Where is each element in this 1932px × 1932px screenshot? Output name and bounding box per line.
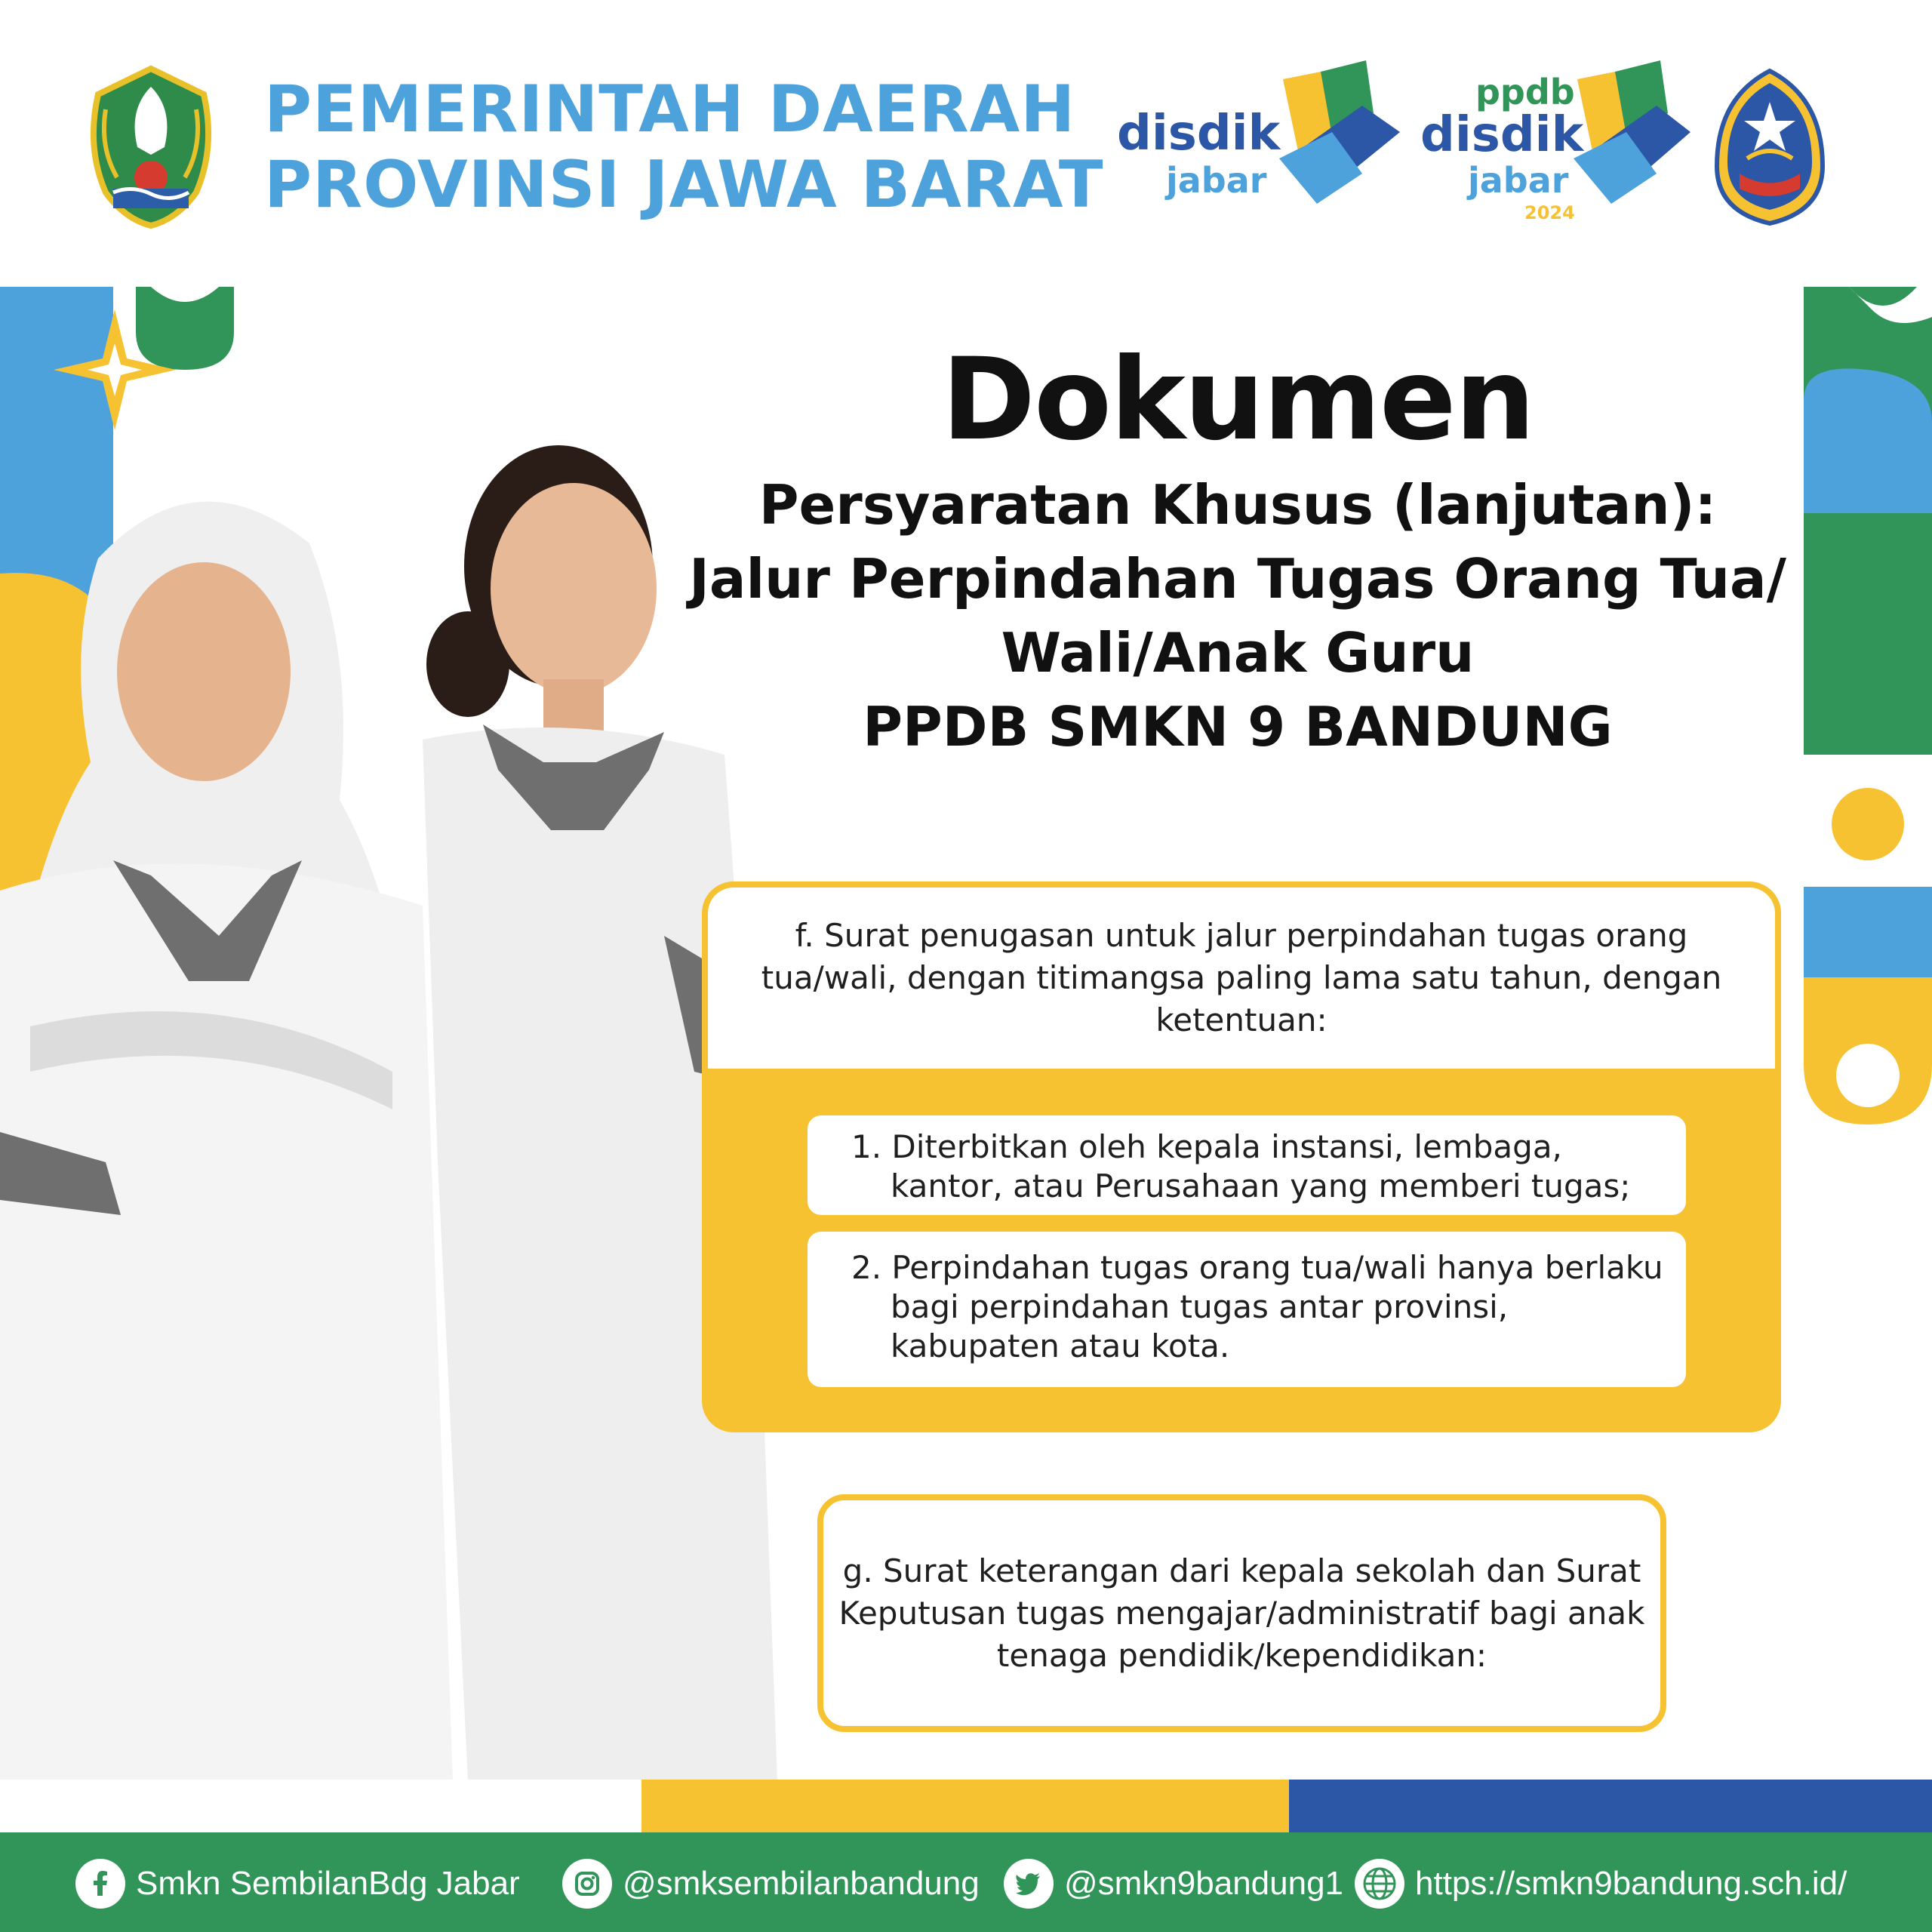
color-bar-white <box>0 1780 641 1832</box>
ppdb-disdik-jabar-logo <box>1419 60 1690 226</box>
requirement-f-header <box>708 888 1775 1069</box>
requirement-f-item-1-text: 1. Diterbitkan oleh kepala instansi, lembaga, kantor, atau Perusahaan yang memberi tugas; <box>851 1128 1631 1204</box>
requirement-f-card <box>702 881 1781 1432</box>
requirement-f-item-2-text: 2. Perpindahan tugas orang tua/wali hanya berlaku bagi perpindahan tugas antar provinsi, kabupaten atau kota. <box>851 1249 1663 1364</box>
color-bar-yellow <box>641 1780 1289 1832</box>
headline-line4: PPDB SMKN 9 BANDUNG <box>863 695 1613 758</box>
government-title <box>264 72 1104 223</box>
school-emblem-icon <box>1709 68 1830 226</box>
globe-icon <box>1355 1859 1404 1909</box>
ppdb-year: 2024 <box>1524 202 1575 223</box>
government-title-line2: PROVINSI JAWA BARAT <box>264 147 1104 223</box>
ppdb-sub: jabar <box>1468 160 1569 201</box>
west-java-emblem-icon <box>83 64 219 230</box>
instagram-link[interactable] <box>562 1859 980 1909</box>
requirement-f-text: f. Surat penugasan untuk jalur perpindahan tugas orang tua/wali, dengan titimangsa paling lama satu tahun, dengan ketentuan: <box>761 917 1722 1038</box>
headline-line1: Persyaratan Khusus (lanjutan): <box>758 473 1717 537</box>
headline-line2: Jalur Perpindahan Tugas Orang Tua/ <box>689 547 1786 611</box>
government-title-line1: PEMERINTAH DAERAH <box>264 72 1076 147</box>
requirement-g-text: g. Surat keterangan dari kepala sekolah dan Surat Keputusan tugas mengajar/administratif bagi anak tenaga pendidik/kependidikan: <box>838 1552 1645 1674</box>
disdik-jabar-logo <box>1113 60 1400 211</box>
requirement-g-card <box>817 1494 1666 1732</box>
requirement-f-item-1 <box>808 1115 1686 1215</box>
requirement-f-item-2 <box>808 1232 1686 1387</box>
header <box>0 0 1932 287</box>
disdik-sub: jabar <box>1166 160 1267 201</box>
facebook-icon <box>75 1859 125 1909</box>
footer-social <box>0 1832 1932 1932</box>
right-decorative-shapes <box>1804 287 1932 1124</box>
headline <box>664 332 1811 764</box>
website-label: https://smkn9bandung.sch.id/ <box>1415 1865 1847 1902</box>
facebook-label: Smkn SembilanBdg Jabar <box>136 1865 520 1902</box>
ppdb-top: ppdb <box>1475 72 1575 112</box>
disdik-word: disdik <box>1117 106 1281 162</box>
ppdb-word: disdik <box>1420 107 1584 163</box>
instagram-icon <box>562 1859 612 1909</box>
twitter-link[interactable] <box>1004 1859 1343 1909</box>
headline-title: Dokumen <box>941 334 1534 466</box>
twitter-icon <box>1004 1859 1054 1909</box>
website-link[interactable] <box>1355 1859 1847 1909</box>
color-bar-blue <box>1289 1780 1932 1832</box>
twitter-label: @smkn9bandung1 <box>1064 1865 1344 1902</box>
facebook-link[interactable] <box>75 1859 520 1909</box>
headline-line3: Wali/Anak Guru <box>1001 621 1475 685</box>
instagram-label: @smksembilanbandung <box>623 1865 980 1902</box>
